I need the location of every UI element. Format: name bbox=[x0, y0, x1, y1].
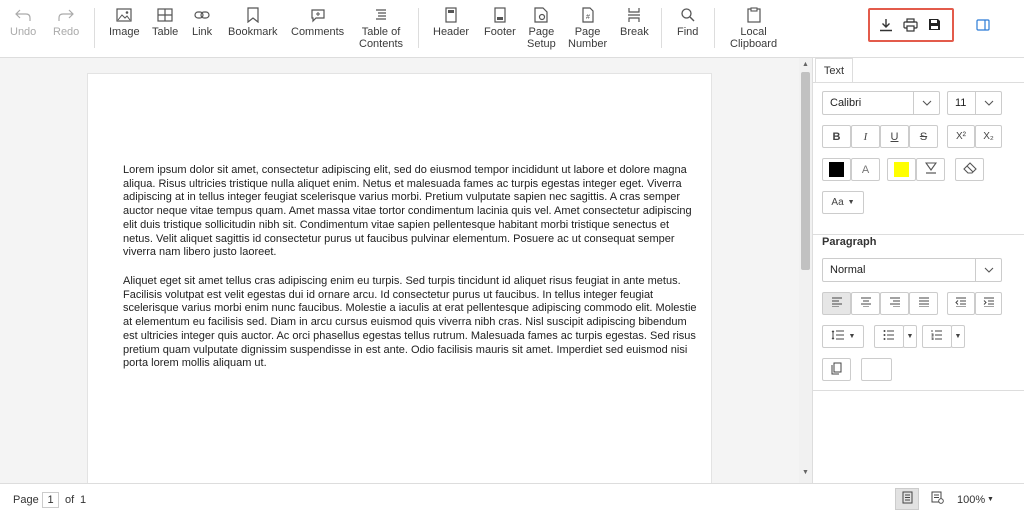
web-layout-icon bbox=[931, 491, 944, 507]
font-color-button[interactable] bbox=[822, 158, 851, 181]
bookmark-label: Bookmark bbox=[228, 26, 278, 38]
toolbar-divider bbox=[714, 8, 715, 48]
font-size-select[interactable] bbox=[947, 91, 1002, 115]
break-label: Break bbox=[620, 26, 649, 38]
numbered-list-dropdown[interactable] bbox=[951, 325, 965, 348]
save-icon bbox=[928, 18, 941, 34]
print-button[interactable] bbox=[901, 17, 919, 35]
toggle-properties-pane-button[interactable] bbox=[974, 17, 992, 35]
status-bar bbox=[0, 483, 1024, 514]
image-label: Image bbox=[109, 26, 140, 38]
section-divider bbox=[813, 390, 1024, 391]
zoom-level[interactable]: 100% bbox=[957, 494, 986, 506]
change-case-button[interactable] bbox=[822, 191, 864, 214]
numbered-list-button[interactable] bbox=[922, 325, 952, 348]
caret-down-icon: ▼ bbox=[906, 333, 914, 340]
document-canvas[interactable] bbox=[0, 58, 812, 483]
document-paragraph-2[interactable]: Aliquet eget sit amet tellus cras adipiscing enim eu turpis. Sed turpis tincidunt id aliquet risus feugiat in ante metus. Facilisis volutpat est velit egestas dui id ornare arcu. Id consectetur purus ut faucibus. In tellus integer feugiat scelerisque varius morbi enim nunc faucibus. Molestie a iaculis at erat pellentesque adipiscing commodo elit. Molestie at elementum eu facilisis sed. Diam in arcu cursus euismod quis viverra nibh cras. Nisl suscipit adipiscing bibendum est ultricies integer quis auctor. Ac orci phasellus egestas tellus rutrum. Malesuada fames ac turpis egestas. Sed risus pretium quam vulputate dignissim suspendisse in est ante. Odio facilisis mauris sit amet. Imperdiet sed euismod nisi porta lorem mollis aliquam ut. bbox=[123, 275, 697, 370]
zoom-dropdown-caret-icon[interactable]: ▼ bbox=[987, 496, 994, 503]
header-label: Header bbox=[433, 26, 470, 38]
comment-icon bbox=[309, 6, 327, 24]
toolbar-divider bbox=[94, 8, 95, 48]
total-pages: 1 bbox=[80, 494, 87, 506]
toolbar bbox=[0, 0, 1024, 58]
vertical-scrollbar[interactable] bbox=[799, 58, 812, 483]
align-right-button[interactable] bbox=[880, 292, 909, 315]
tab-divider bbox=[813, 82, 1024, 83]
italic-button[interactable]: I bbox=[851, 125, 880, 148]
align-justify-icon bbox=[918, 297, 930, 310]
paragraph-blank-button[interactable] bbox=[861, 358, 892, 381]
table-of-contents-label: Table of Contents bbox=[359, 26, 404, 50]
bold-button[interactable]: B bbox=[822, 125, 851, 148]
scroll-down-arrow[interactable]: ▼ bbox=[802, 469, 809, 476]
svg-text:#: # bbox=[585, 14, 590, 21]
chevron-down-icon bbox=[975, 259, 1001, 281]
align-justify-button[interactable] bbox=[909, 292, 938, 315]
footer-button[interactable] bbox=[484, 6, 516, 38]
image-icon bbox=[115, 6, 133, 24]
link-icon bbox=[193, 6, 211, 24]
find-label: Find bbox=[677, 26, 699, 38]
clear-formatting-button[interactable] bbox=[955, 158, 984, 181]
footer-icon bbox=[491, 6, 509, 24]
properties-pane bbox=[812, 58, 1024, 483]
increase-indent-button[interactable] bbox=[975, 292, 1002, 315]
of-label: of bbox=[65, 494, 75, 506]
download-button[interactable] bbox=[877, 17, 895, 35]
scrollbar-thumb[interactable] bbox=[801, 72, 810, 270]
page-setup-button[interactable] bbox=[527, 6, 556, 50]
font-size-value: 11 bbox=[955, 97, 967, 109]
web-layout-button[interactable] bbox=[926, 488, 948, 510]
copy-icon bbox=[831, 362, 842, 378]
bullet-list-button[interactable] bbox=[874, 325, 904, 348]
subscript-button[interactable]: X₂ bbox=[975, 125, 1002, 148]
strikethrough-button[interactable]: S bbox=[909, 125, 938, 148]
table-of-contents-button[interactable] bbox=[359, 6, 403, 50]
save-button[interactable] bbox=[925, 17, 943, 35]
caret-down-icon: ▼ bbox=[848, 333, 856, 340]
table-of-contents-icon bbox=[372, 6, 390, 24]
find-button[interactable] bbox=[677, 6, 698, 38]
tab-text[interactable]: Text bbox=[815, 58, 853, 82]
superscript-button[interactable]: X² bbox=[947, 125, 975, 148]
paragraph-style-select[interactable] bbox=[822, 258, 1002, 282]
insert-comments-button[interactable] bbox=[291, 6, 344, 38]
bookmark-icon bbox=[244, 6, 262, 24]
clipboard-icon bbox=[745, 6, 763, 24]
copy-format-button[interactable] bbox=[822, 358, 851, 381]
current-page-input[interactable]: 1 bbox=[42, 492, 59, 508]
scroll-up-arrow[interactable]: ▲ bbox=[802, 61, 809, 68]
align-right-icon bbox=[889, 297, 901, 310]
highlight-color-swatch bbox=[894, 162, 909, 177]
paragraph-section-title: Paragraph bbox=[822, 236, 877, 248]
line-spacing-icon bbox=[831, 330, 845, 343]
table-icon bbox=[156, 6, 174, 24]
page-number-button[interactable] bbox=[568, 6, 607, 50]
comments-label: Comments bbox=[291, 26, 345, 38]
bullet-list-dropdown[interactable] bbox=[903, 325, 917, 348]
indent-icon bbox=[983, 297, 995, 310]
align-center-button[interactable] bbox=[851, 292, 880, 315]
page-number-label: Page Number bbox=[568, 26, 608, 50]
undo-button[interactable] bbox=[10, 6, 36, 38]
align-left-icon bbox=[831, 297, 843, 310]
toolbar-divider bbox=[418, 8, 419, 48]
break-icon bbox=[625, 6, 643, 24]
caret-down-icon: ▼ bbox=[847, 199, 855, 206]
underline-button[interactable]: U bbox=[880, 125, 909, 148]
page-setup-icon bbox=[532, 6, 550, 24]
chevron-down-icon bbox=[975, 92, 1001, 114]
change-case-label: Aa bbox=[831, 197, 844, 208]
header-icon bbox=[442, 6, 460, 24]
download-icon bbox=[879, 18, 893, 35]
caret-down-icon: ▼ bbox=[954, 333, 962, 340]
outdent-icon bbox=[955, 297, 967, 310]
search-icon bbox=[679, 6, 697, 24]
align-left-button[interactable] bbox=[822, 292, 851, 315]
insert-image-button[interactable] bbox=[109, 6, 140, 38]
toolbar-divider bbox=[661, 8, 662, 48]
highlight-color-button[interactable] bbox=[887, 158, 916, 181]
highlight-marker-icon bbox=[925, 162, 937, 177]
insert-table-button[interactable] bbox=[152, 6, 178, 38]
bullet-list-icon bbox=[883, 330, 895, 343]
undo-icon bbox=[14, 6, 32, 24]
insert-link-button[interactable] bbox=[192, 6, 212, 38]
highlight-picker-button[interactable] bbox=[916, 158, 945, 181]
line-spacing-button[interactable] bbox=[822, 325, 864, 348]
numbered-list-icon bbox=[931, 330, 943, 343]
undo-label: Undo bbox=[10, 26, 37, 38]
local-clipboard-label: Local Clipboard bbox=[730, 26, 778, 50]
document-page[interactable] bbox=[87, 73, 712, 493]
page-label: Page bbox=[13, 494, 39, 506]
eraser-icon bbox=[963, 162, 977, 177]
print-icon bbox=[903, 18, 918, 35]
insert-bookmark-button[interactable] bbox=[228, 6, 278, 38]
font-family-value: Calibri bbox=[830, 97, 862, 109]
redo-label: Redo bbox=[53, 26, 80, 38]
page-setup-label: Page Setup bbox=[527, 26, 556, 50]
chevron-down-icon bbox=[913, 92, 939, 114]
print-layout-button[interactable] bbox=[895, 488, 919, 510]
page-number-icon bbox=[579, 6, 597, 24]
table-label: Table bbox=[152, 26, 179, 38]
align-center-icon bbox=[860, 297, 872, 310]
font-color-picker-button[interactable]: A bbox=[851, 158, 880, 181]
side-pane-icon bbox=[976, 19, 990, 34]
footer-label: Footer bbox=[484, 26, 516, 38]
header-button[interactable] bbox=[433, 6, 469, 38]
print-layout-icon bbox=[902, 491, 913, 507]
decrease-indent-button[interactable] bbox=[947, 292, 975, 315]
local-clipboard-button[interactable] bbox=[730, 6, 777, 50]
break-button[interactable] bbox=[620, 6, 649, 38]
paragraph-style-value: Normal bbox=[830, 264, 866, 276]
font-color-swatch bbox=[829, 162, 844, 177]
redo-icon bbox=[57, 6, 75, 24]
document-paragraph-1[interactable]: Lorem ipsum dolor sit amet, consectetur adipiscing elit, sed do eiusmod tempor incididunt ut labore et dolore magna aliqua. Risus ultricies tristique nulla aliquet enim. Netus et malesuada fames ac turpis egestas integer eget. Viverra adipiscing at in tellus integer feugiat scelerisque varius morbi. Pretium vulputate sapien nec sagittis. A cras semper auctor neque vitae tempus quam. Amet massa vitae tortor condimentum lacinia quis vel. Amet consectetur adipiscing elit duis tristique sollicitudin nibh sit. Condimentum vitae sapien pellentesque habitant morbi tristique senectus et netus. Velit aliquet sagittis id consectetur purus ut faucibus pulvinar elementum. Posuere ac ut consequat semper viverra nam libero justo laoreet. bbox=[123, 164, 692, 259]
redo-button[interactable] bbox=[53, 6, 79, 38]
link-label: Link bbox=[192, 26, 213, 38]
section-divider bbox=[813, 234, 1024, 235]
font-family-select[interactable] bbox=[822, 91, 940, 115]
